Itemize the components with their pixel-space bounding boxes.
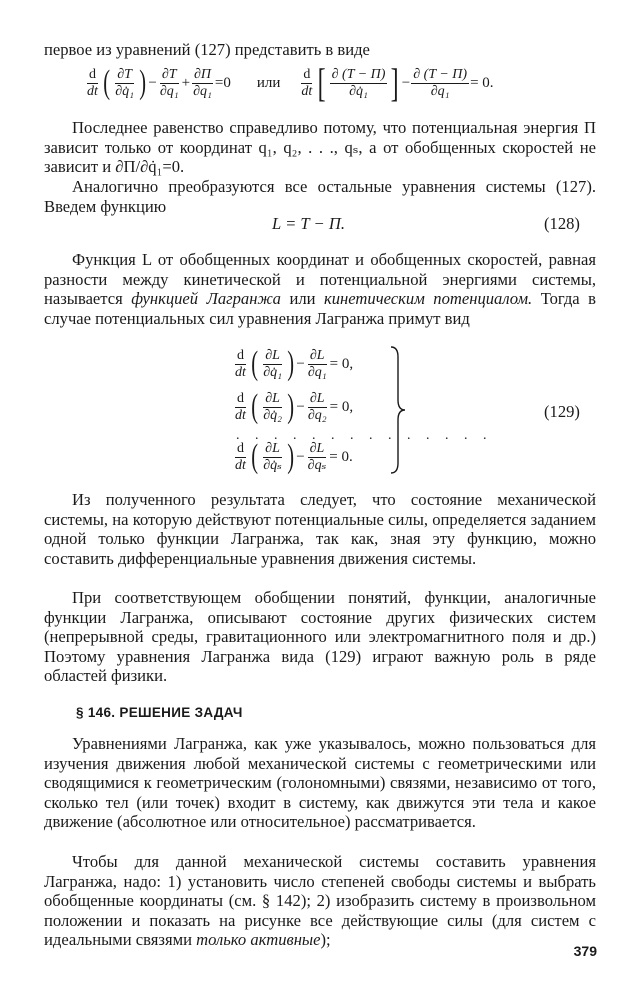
intro-line: первое из уравнений (127) представить в виде [44, 40, 370, 59]
function-L-text-2: или [280, 289, 324, 309]
equation-129-row-s: $\frac{d}{dt}$ ( $\frac{\partial L}{\text{∂q̇ₛ}}$ ) − $\frac{\partial L}{\text{∂qₛ}}$ = 0. [235, 438, 353, 475]
section-heading: § 146. РЕШЕНИЕ ЗАДАЧ [76, 705, 243, 720]
equation-or-word: или [256, 74, 281, 91]
paragraph-function-L [44, 250, 596, 328]
function-L-text-3: Тогда в случае потенциальных сил уравнения Лагранжа примут вид [44, 289, 597, 328]
paragraph-result: Из полученного результата следует, что состояние механической системы, на которую действуют потенциальные силы, определяется заданием одной только функции Лагранжа, так как, зная эту функцию, можно составить дифференциальные уравнения движения системы. [44, 490, 596, 568]
function-L-text-1: Функция L от обобщенных координат и обобщенных скоростей, равная разности между кинетической и потенциальной энергиями системы, называется [44, 250, 596, 309]
equation-128-number: (128) [544, 214, 580, 233]
paragraph-generalization: При соответствующем обобщении понятий, функции, аналогичные функции Лагранжа, описывают состояние других физических систем (непрерывной среды, гравитационного или электромагнитного поля и др.) Поэтому уравнения Лагранжа вида (129) играют важную роль в ряде областей физики. [44, 588, 596, 686]
function-L-term-lagrange: функцией Лагранжа [131, 289, 281, 309]
equation-129-row-2: $\frac{d}{dt}$ ( $\frac{\partial L}{\text{∂q̇₂}}$ ) − $\frac{\partial L}{\text{∂q₂}}$ = 0, [235, 388, 354, 425]
equation-129-row-1: $\frac{d}{dt}$ ( $\frac{\partial L}{\text{∂q̇₁}}$ ) − $\frac{\partial L}{\text{∂q₁}}$ = 0, [235, 345, 354, 382]
paragraph-steps [44, 852, 596, 950]
paragraph-lagrange-use: Уравнениями Лагранжа, как уже указывалось, можно пользоваться для изучения движения любой механической системы с геометрическими или сводящимися к геометрическим (голономными) связями, независимо от того, сколько тел (или точек) входит в систему, как движутся эти тела и какое движение (абсолютное или относительное) рассматривается. [44, 734, 596, 832]
paragraph-similarly: Аналогично преобразуются все остальные уравнения системы (127). Введем функцию [44, 177, 596, 216]
steps-term-active: только активные [196, 930, 321, 950]
equation-127-transformed: $\frac{d}{dt}$ ( $\frac{\partial T}{\text{∂q̇₁}}$ ) − $\frac{\partial T}{\text{∂q₁}}$ + $\frac{\partial П}{\text{∂q₁}}$ =0 или $\frac{d}{dt}$ [ $\frac{\partial (T - П)}{\text{∂q̇₁}}$ ] − $\frac{\partial (T - П)}{\text{∂q₁}}$ = 0. [87, 60, 494, 105]
equation-129-brace [389, 345, 407, 475]
equation-128: L = T − П. [272, 214, 345, 233]
page-number: 379 [573, 943, 597, 959]
equation-129-number: (129) [544, 402, 580, 421]
function-L-term-kinetic-potential: кинетическим потенциалом. [324, 289, 533, 309]
steps-text-2: ); [320, 930, 331, 950]
equation-129-dots: . . . . . . . . . . . . . . [236, 428, 493, 443]
paragraph-last-equality: Последнее равенство справедливо потому, что потенциальная энергия П зависит только от координат q₁, q₂, . . ., qₛ, а от обобщенных скоростей не зависит и ∂П/∂q̇₁=0. [44, 118, 596, 177]
steps-text-1: Чтобы для данной механической системы составить уравнения Лагранжа, надо: 1) установить число степеней свободы системы и выбрать обобщенные координаты (см. § 142); 2) изобразить систему в произвольном положении и показать на рисунке все действующие силы (для систем с идеальными связями [44, 852, 596, 950]
